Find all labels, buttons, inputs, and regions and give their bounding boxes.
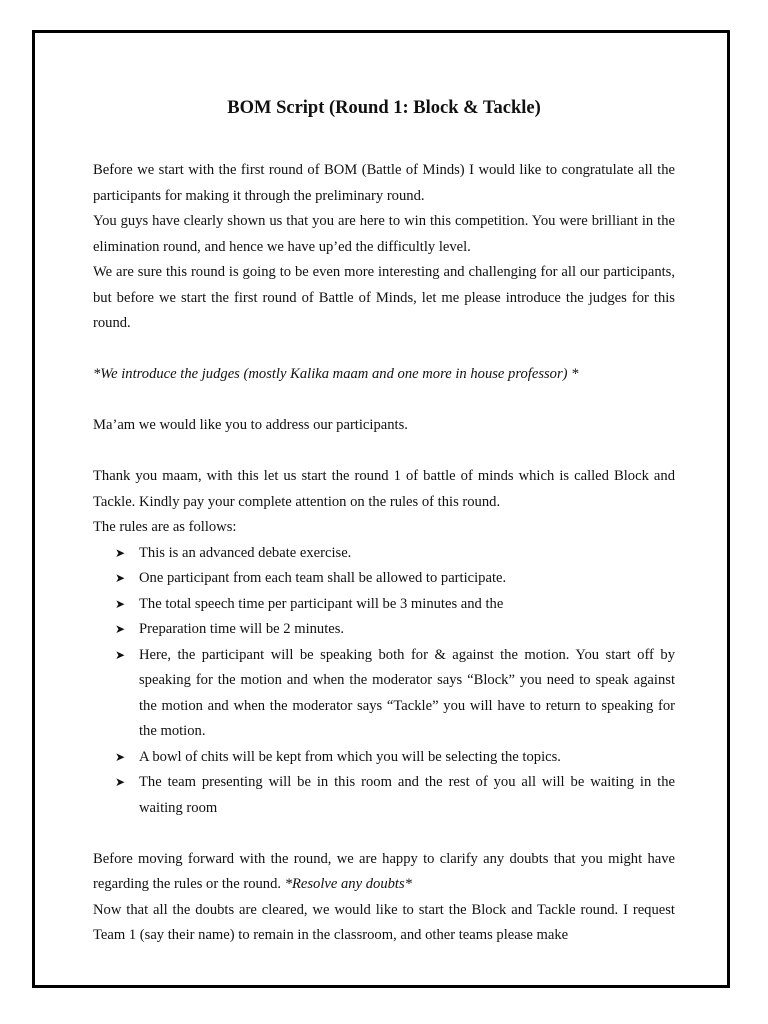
stage-note-judges: *We introduce the judges (mostly Kalika maam and one more in house professor) * [93, 366, 579, 382]
arrow-bullet-icon: ➤ [115, 571, 126, 585]
rule-text: A bowl of chits will be kept from which you will be selecting the topics. [139, 748, 561, 765]
rule-item [115, 592, 675, 618]
arrow-bullet-icon: ➤ [115, 622, 126, 636]
paragraph-doubts [93, 847, 675, 898]
rule-text: Preparation time will be 2 minutes. [139, 621, 345, 637]
paragraph-elimination: You guys have clearly shown us that you are here to win this competition. You were brilliant in the elimination round, and hence we have up’ed the difficultly level. [93, 213, 675, 255]
stage-note-doubts: *Resolve any doubts* [284, 876, 412, 892]
rule-text: This is an advanced debate exercise. [139, 544, 352, 561]
rule-item [115, 745, 675, 771]
spacer [93, 388, 675, 414]
arrow-bullet-icon: ➤ [115, 596, 126, 611]
rule-text: One participant from each team shall be allowed to participate. [139, 570, 507, 586]
paragraph-start-round: Now that all the doubts are cleared, we would like to start the Block and Tackle round. I request Team 1 (say their name) to remain in the classroom, and other teams please make [93, 901, 675, 943]
rule-item [115, 541, 675, 567]
paragraph-round-start: Thank you maam, with this let us start the round 1 of battle of minds which is called Block and Tackle. Kindly pay your complete attention on the rules of this round. [93, 468, 675, 510]
document-body [93, 96, 675, 949]
rule-item [115, 643, 675, 745]
rule-text: The total speech time per participant will be 3 minutes and the [139, 595, 504, 612]
paragraph-doubts-text: Before moving forward with the round, we are happy to clarify any doubts that you might have regarding the rules or the round. [93, 850, 675, 892]
rules-intro: The rules are as follows: [93, 519, 237, 535]
paragraph-address: Ma’am we would like you to address our participants. [93, 417, 408, 433]
rule-text: Here, the participant will be speaking both for & against the motion. You start off by speaking for the motion and when the moderator says “Block” you need to speak against the motion and when the moderator says “Tackle” you will have to return to speaking for the motion. [139, 646, 675, 739]
paragraph-congratulations: Before we start with the first round of BOM (Battle of Minds) I would like to congratulate all the participants for making it through the preliminary round. [93, 162, 675, 204]
document-title: BOM Script (Round 1: Block & Tackle) [227, 98, 541, 118]
rule-item [115, 770, 675, 821]
arrow-bullet-icon: ➤ [115, 545, 126, 560]
rule-text: The team presenting will be in this room and the rest of you all will be waiting in the waiting room [139, 774, 675, 816]
rule-item [115, 617, 675, 643]
rule-item [115, 566, 675, 592]
rules-list [93, 541, 675, 822]
paragraph-introduce-judges: We are sure this round is going to be even more interesting and challenging for all our participants, but before we start the first round of Battle of Minds, let me please introduce the judges for this round. [93, 264, 675, 331]
spacer [93, 821, 675, 847]
arrow-bullet-icon: ➤ [115, 749, 126, 764]
arrow-bullet-icon: ➤ [115, 647, 126, 662]
spacer [93, 337, 675, 363]
spacer [93, 439, 675, 465]
arrow-bullet-icon: ➤ [115, 775, 126, 789]
